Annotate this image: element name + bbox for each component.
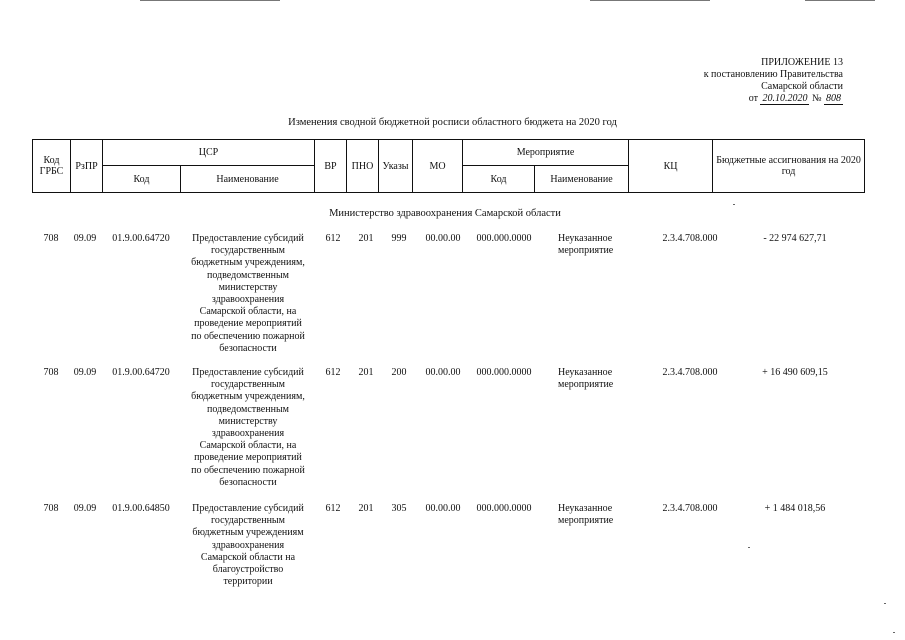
csr-code-cell: 01.9.00.64720	[112, 367, 170, 378]
amount-cell: + 16 490 609,15	[762, 367, 828, 378]
csr-name-cell-line: Самарской области, на	[199, 306, 297, 318]
rzpr-cell: 09.09	[73, 367, 97, 378]
header-rzpr: РзПР	[71, 140, 103, 193]
scan-speck	[733, 204, 735, 205]
csr-name-cell-line: государственным	[211, 515, 285, 527]
appendix-line-2: к постановлению Правительства	[703, 69, 843, 80]
rzpr-cell: 09.09	[73, 503, 97, 514]
csr-code-cell: 01.9.00.64850	[112, 503, 170, 514]
csr-code-cell: 01.9.00.64720	[112, 233, 170, 244]
csr-name-cell-line: бюджетным учреждениям	[192, 527, 304, 539]
appendix-line-1: ПРИЛОЖЕНИЕ 13	[761, 57, 843, 68]
date-prefix: от	[748, 93, 758, 104]
event-name-cell-line: мероприятие	[558, 245, 614, 257]
header-event: Мероприятие	[463, 140, 629, 166]
ministry-heading: Министерство здравоохранения Самарской области	[329, 208, 561, 219]
csr-name-cell-line: государственным	[211, 379, 285, 391]
amount-cell: + 1 484 018,56	[764, 503, 826, 514]
event-name-cell-line: мероприятие	[558, 379, 614, 391]
event-name-cell-line: Неуказанное	[558, 503, 613, 514]
scan-edge-line	[805, 0, 875, 1]
csr-name-cell-line: бюджетным учреждениям,	[191, 391, 305, 403]
csr-name-cell-line: Предоставление субсидий	[192, 503, 304, 514]
event-name-cell	[558, 367, 648, 391]
header-csr: ЦСР	[103, 140, 315, 166]
csr-name-cell-line: министерству	[218, 281, 278, 293]
header-grbs: Код ГРБС	[33, 140, 71, 193]
document-title: Изменения сводной бюджетной росписи областного бюджета на 2020 год	[288, 117, 617, 128]
grbs-cell: 708	[43, 367, 59, 378]
csr-name-cell-line: Предоставление субсидий	[192, 233, 304, 244]
vr-cell: 612	[325, 233, 341, 244]
csr-name-cell	[182, 367, 314, 489]
rzpr-cell: 09.09	[73, 233, 97, 244]
mo-cell: 00.00.00	[425, 233, 461, 244]
vr-cell: 612	[325, 503, 341, 514]
csr-name-cell-line: проведение мероприятий	[194, 452, 302, 464]
kc-cell: 2.3.4.708.000	[662, 233, 718, 244]
csr-name-cell-line: по обеспечению пожарной	[191, 330, 305, 342]
kc-cell: 2.3.4.708.000	[662, 503, 718, 514]
header-table	[32, 139, 865, 193]
pno-cell: 201	[358, 233, 374, 244]
appendix-line-3: Самарской области	[761, 81, 843, 92]
header-kc: КЦ	[629, 140, 713, 193]
csr-name-cell-line: Самарской области, на	[199, 440, 297, 452]
vr-cell: 612	[325, 367, 341, 378]
header-event-name: Наименование	[535, 166, 629, 193]
scan-speck	[893, 632, 895, 633]
event-name-cell-line: мероприятие	[558, 515, 614, 527]
ukazy-cell: 305	[391, 503, 407, 514]
csr-name-cell-line: территории	[223, 576, 273, 588]
event-name-cell-line: Неуказанное	[558, 233, 613, 244]
csr-name-cell	[182, 503, 314, 588]
csr-name-cell-line: Предоставление субсидий	[192, 367, 304, 378]
amount-cell: - 22 974 627,71	[763, 233, 827, 244]
header-allocations: Бюджетные ассигнования на 2020 год	[713, 140, 865, 193]
scan-edge-line	[590, 0, 710, 1]
header-vr: ВР	[315, 140, 347, 193]
grbs-cell: 708	[43, 233, 59, 244]
csr-name-cell-line: министерству	[218, 415, 278, 427]
event-name-cell	[558, 233, 648, 257]
csr-name-cell-line: Самарской области на	[200, 551, 296, 563]
csr-name-cell-line: по обеспечению пожарной	[191, 464, 305, 476]
header-ukazy: Указы	[379, 140, 413, 193]
scan-edge-line	[140, 0, 280, 1]
scan-speck	[884, 603, 886, 604]
appendix-number: 808	[826, 93, 841, 104]
csr-name-cell-line: подведомственным	[206, 269, 289, 281]
csr-name-cell-line: подведомственным	[206, 403, 289, 415]
appendix-date-line	[704, 93, 843, 105]
number-prefix: №	[811, 93, 822, 104]
header-pno: ПНО	[347, 140, 379, 193]
scan-speck	[748, 547, 750, 548]
csr-name-cell-line: безопасности	[219, 476, 277, 488]
mo-cell: 00.00.00	[425, 503, 461, 514]
event-name-cell	[558, 503, 648, 527]
header-csr-name: Наименование	[181, 166, 315, 193]
csr-name-cell-line: безопасности	[219, 342, 277, 354]
csr-name-cell	[182, 233, 314, 355]
event-code-cell: 000.000.0000	[476, 233, 532, 244]
ukazy-cell: 200	[391, 367, 407, 378]
csr-name-cell-line: благоустройство	[212, 564, 284, 576]
csr-name-cell-line: здравоохранения	[211, 428, 285, 440]
event-code-cell: 000.000.0000	[476, 367, 532, 378]
csr-name-cell-line: государственным	[211, 245, 285, 257]
appendix-block	[704, 57, 843, 105]
kc-cell: 2.3.4.708.000	[662, 367, 718, 378]
csr-name-cell-line: проведение мероприятий	[194, 318, 302, 330]
csr-name-cell-line: здравоохранения	[211, 539, 285, 551]
mo-cell: 00.00.00	[425, 367, 461, 378]
csr-name-cell-line: бюджетным учреждениям,	[191, 257, 305, 269]
pno-cell: 201	[358, 367, 374, 378]
pno-cell: 201	[358, 503, 374, 514]
ukazy-cell: 999	[391, 233, 407, 244]
grbs-cell: 708	[43, 503, 59, 514]
event-code-cell: 000.000.0000	[476, 503, 532, 514]
csr-name-cell-line: здравоохранения	[211, 294, 285, 306]
header-mo: МО	[413, 140, 463, 193]
header-event-code: Код	[463, 166, 535, 193]
header-csr-code: Код	[103, 166, 181, 193]
appendix-date: 20.10.2020	[762, 93, 808, 104]
event-name-cell-line: Неуказанное	[558, 367, 613, 378]
